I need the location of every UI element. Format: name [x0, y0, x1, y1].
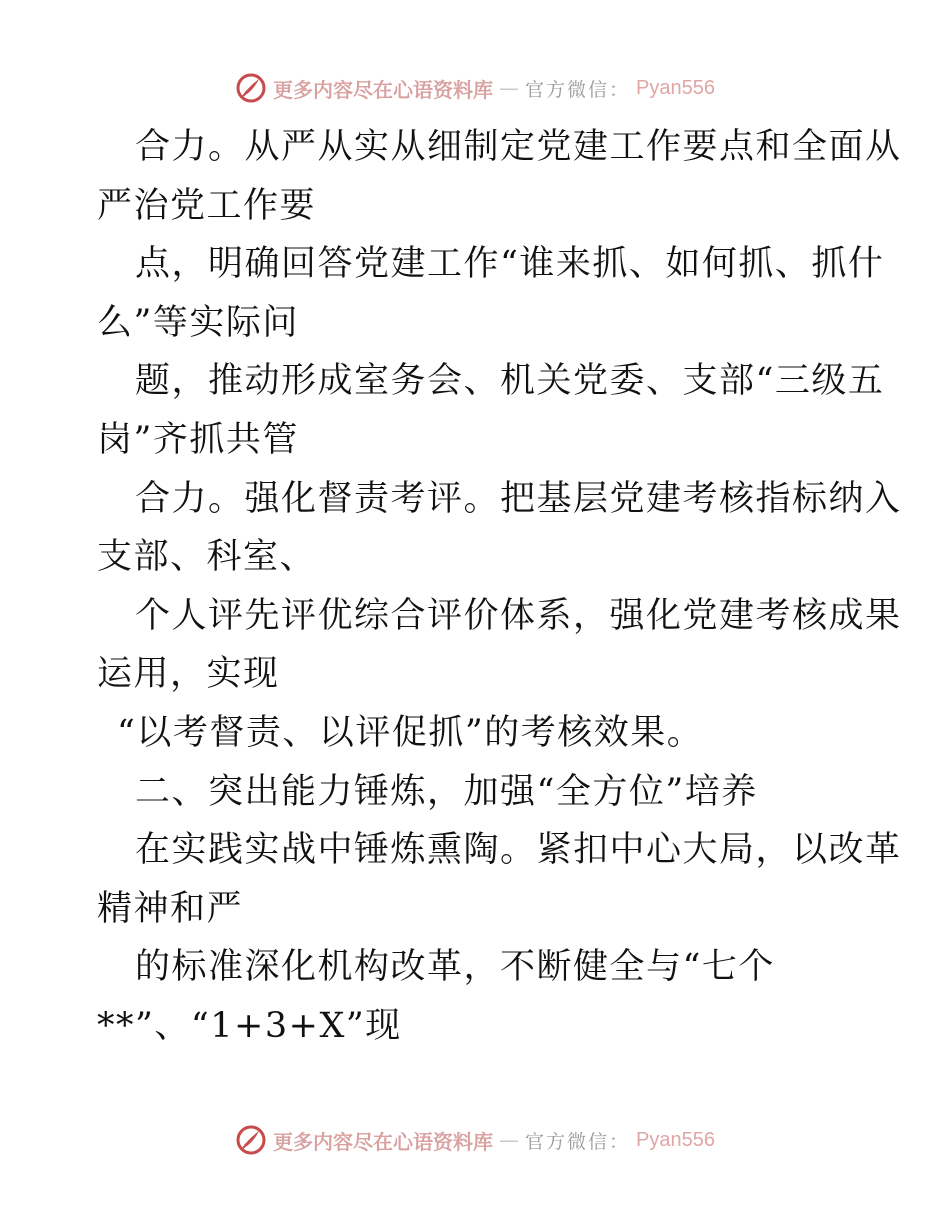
text-line: 个人评先评优综合评价体系，强化党建考核成果 [135, 595, 902, 636]
footer-watermark [0, 1124, 950, 1156]
watermark-label: 官方微信： [525, 78, 631, 101]
text-line: 题，推动形成室务会、机关党委、支部“三级五 [135, 361, 885, 402]
text-line: 严治党工作要 [97, 185, 317, 226]
document-body [97, 118, 902, 1056]
watermark-handle: Pyan556 [636, 1128, 715, 1151]
text-line: 合力。强化督责考评。把基层党建考核指标纳入 [135, 478, 902, 519]
watermark-name: 更多内容尽在心语资料库 [273, 77, 493, 102]
quill-logo-icon [235, 1124, 267, 1156]
text-line: 精神和严 [97, 888, 244, 929]
text-line: 岗”齐抓共管 [97, 419, 299, 460]
quill-logo-icon [235, 72, 267, 104]
text-line: 的标准深化机构改革，不断健全与“七个 [135, 947, 775, 988]
text-line: 合力。从严从实从细制定党建工作要点和全面从 [135, 127, 902, 167]
watermark-handle: Pyan556 [636, 76, 715, 99]
text-line: 支部、科室、 [97, 537, 317, 578]
watermark-name: 更多内容尽在心语资料库 [273, 1129, 493, 1154]
watermark-separator: — [499, 76, 519, 100]
text-line: **”、“1+3+X”现 [97, 1005, 402, 1046]
watermark-label: 官方微信： [525, 1130, 631, 1153]
header-watermark [0, 72, 950, 104]
section-heading: 二、突出能力锤炼，加强“全方位”培养 [135, 771, 758, 812]
text-line: 么”等实际问 [97, 302, 299, 343]
text-line: “以考督责、以评促抓”的考核效果。 [117, 712, 704, 753]
watermark-separator: — [499, 1128, 519, 1152]
text-line: 点，明确回答党建工作“谁来抓、如何抓、抓什 [135, 244, 885, 285]
text-line: 运用，实现 [97, 654, 280, 695]
text-line: 在实践实战中锤炼熏陶。紧扣中心大局，以改革 [135, 830, 902, 871]
